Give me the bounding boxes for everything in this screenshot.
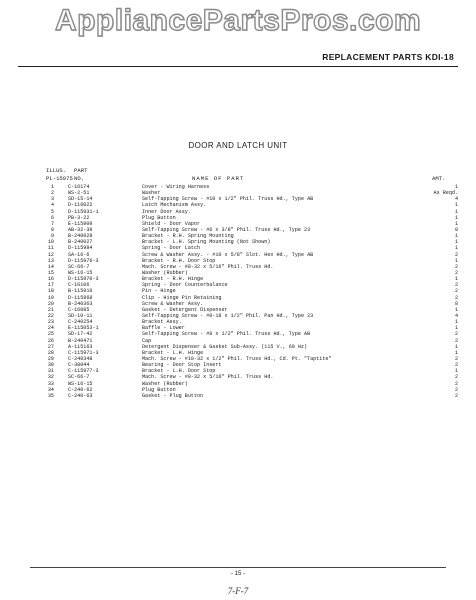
part-name: Washer (Rubber) (142, 380, 188, 387)
part-amount: 2 (454, 269, 458, 276)
part-name: Bracket - L.H. Spring Mounting (Not Shown) (142, 239, 271, 246)
illus-number: 7 (50, 220, 54, 227)
part-name: Plug Button (142, 214, 176, 221)
illus-number: 9 (50, 233, 54, 240)
part-number: D-115968 (68, 294, 93, 301)
part-name: Screw & Washer Assy. (142, 300, 204, 307)
part-amount: 1 (454, 343, 458, 350)
illus-number: 19 (47, 294, 54, 301)
column-header-part-no: NO. (74, 175, 85, 182)
part-number: D-115976-3 (68, 257, 99, 264)
part-number: SD-10-11 (68, 312, 93, 319)
page-header-reference: REPLACEMENT PARTS KDI-18 (322, 52, 454, 62)
part-number: C-115971-3 (68, 349, 99, 356)
part-number: B-240027 (68, 239, 93, 246)
part-amount: 2 (454, 392, 458, 399)
part-name: Bearing - Door Stop Insert (142, 362, 222, 369)
part-name: Baffle - Lower (142, 325, 185, 332)
part-amount: 2 (454, 374, 458, 381)
part-number: B-115910 (68, 288, 93, 295)
part-name: Inner Door Assy. (142, 208, 191, 215)
part-name: Mach. Screw - #8-32 x 5/16" Phil. Truss Hd. (142, 263, 274, 270)
part-name: Mach. Screw - #8-32 x 5/16" Phil. Truss Hd. (142, 374, 274, 381)
part-name: Spring - Door Latch (142, 245, 201, 252)
illus-number: 14 (47, 263, 54, 270)
part-amount: 1 (454, 220, 458, 227)
illus-number: 33 (47, 380, 54, 387)
column-header-part: PART (74, 167, 88, 174)
part-amount: 2 (454, 251, 458, 258)
part-name: Mach. Screw - #10-32 x 1/2" Phil. Truss Hd., Cd. Pt. "Taptite" (142, 355, 332, 362)
column-header-name: NAME OF PART (192, 175, 245, 182)
part-number: WS-16-15 (68, 269, 93, 276)
part-name: Bracket - R.H. Hinge (142, 276, 204, 283)
part-name: Bracket - R.H. Spring Mounting (142, 233, 234, 240)
part-amount: 1 (454, 233, 458, 240)
part-number: C-115977-3 (68, 368, 99, 375)
part-number: SC-66-7 (68, 374, 90, 381)
illus-number: 12 (47, 251, 54, 258)
part-name: Bracket Assy. (142, 319, 182, 326)
illus-number: 11 (47, 245, 54, 252)
part-name: Spring - Door Counterbalance (142, 282, 228, 289)
part-amount: As Reqd. (433, 190, 458, 197)
part-number: C-240254 (68, 319, 93, 326)
part-amount: 1 (454, 349, 458, 356)
illus-number: 32 (47, 374, 54, 381)
part-amount: 2 (454, 355, 458, 362)
illus-number: 2 (50, 190, 54, 197)
part-amount: 1 (454, 276, 458, 283)
part-name: Screw & Washer Assy. - #10 x 5/8" Slot. Hex Hd., Type AB (142, 251, 314, 258)
part-name: Washer (Rubber) (142, 269, 188, 276)
illus-number: 34 (47, 386, 54, 393)
part-name: Bracket - L.H. Door Stop (142, 368, 216, 375)
part-amount: 1 (454, 208, 458, 215)
part-number: C-16085 (68, 306, 90, 313)
illus-number: 4 (50, 202, 54, 209)
part-amount: 1 (454, 202, 458, 209)
part-number: A-115163 (68, 343, 93, 350)
part-amount: 2 (454, 282, 458, 289)
part-amount: 1 (454, 239, 458, 246)
part-number: D-116022 (68, 202, 93, 209)
part-number: AB-32-39 (68, 226, 93, 233)
part-name: Cap (142, 337, 152, 344)
illus-number: 30 (47, 362, 54, 369)
column-header-illus: ILLUS. (46, 167, 67, 174)
part-name: Pin - Hinge (142, 288, 176, 295)
part-amount: 1 (454, 325, 458, 332)
page-number: - 15 - (230, 571, 245, 577)
part-number: D-115931-1 (68, 208, 99, 215)
part-number: C-240348 (68, 355, 93, 362)
parts-table (40, 184, 460, 399)
part-amount: 1 (454, 257, 458, 264)
part-name: Self-Tapping Screw - #6 x 3/8" Phil. Truss Hd., Type 23 (142, 226, 311, 233)
watermark: AppliancePartsPros.com (54, 4, 422, 37)
part-number: SC-66-7 (68, 263, 90, 270)
part-number: C-16106 (68, 282, 90, 289)
illus-number: 22 (47, 312, 54, 319)
part-name: Washer (142, 190, 161, 197)
part-name: Shield - Door Vapor (142, 220, 201, 227)
column-header-plate: PL-15075 (46, 175, 73, 182)
illus-number: 26 (47, 337, 54, 344)
illus-number: 5 (50, 208, 54, 215)
illus-number: 29 (47, 355, 54, 362)
part-amount: 2 (454, 337, 458, 344)
page-code: 7-F-7 (227, 586, 249, 596)
part-name: Gasket - Detergent Dispenser (142, 306, 228, 313)
part-amount: 1 (454, 306, 458, 313)
part-amount: 1 (454, 214, 458, 221)
part-number: B-240471 (68, 337, 93, 344)
part-name: Self-Tapping Screw - #8 x 1/2" Phil. Truss Hd., Type AB (142, 331, 311, 338)
part-name: Latch Mechanism Assy. (142, 202, 207, 209)
part-amount: 1 (454, 319, 458, 326)
part-number: E-115053-1 (68, 325, 99, 332)
footer-divider (30, 567, 446, 568)
part-name: Clip - Hinge Pin Retaining (142, 294, 222, 301)
part-amount: 4 (454, 312, 458, 319)
part-name: Plug Button (142, 386, 176, 393)
part-number: C-240-62 (68, 386, 93, 393)
part-number: WS-2-51 (68, 190, 90, 197)
part-amount: 1 (454, 245, 458, 252)
part-amount: 8 (454, 300, 458, 307)
header-divider (18, 66, 458, 67)
part-number: SA-16-6 (68, 251, 90, 258)
illus-number: 28 (47, 349, 54, 356)
part-number: SD-15-14 (68, 196, 93, 203)
illus-number: 8 (50, 226, 54, 233)
part-number: C-16174 (68, 184, 90, 190)
part-amount: 2 (454, 294, 458, 301)
part-number: PB-3-22 (68, 214, 90, 221)
part-name: Bracket - L.H. Hinge (142, 349, 204, 356)
part-amount: 2 (454, 380, 458, 387)
part-number: C-240-63 (68, 392, 93, 399)
illus-number: 10 (47, 239, 54, 246)
part-number: D-115970-3 (68, 276, 99, 283)
part-name: Detergent Dispenser & Gasket Sub-Assy. (115 V., 60 Hz) (142, 343, 308, 350)
illus-number: 25 (47, 331, 54, 338)
part-name: Bracket - R.H. Door Stop (142, 257, 216, 264)
illus-number: 6 (50, 214, 54, 221)
part-name: Self-Tapping Screw - #8-18 x 1/2" Phil. Pan Hd., Type 23 (142, 312, 314, 319)
illus-number: 15 (47, 269, 54, 276)
part-amount: 1 (454, 184, 458, 190)
part-number: C-38044 (68, 362, 90, 369)
illus-number: 24 (47, 325, 54, 332)
part-number: B-240028 (68, 233, 93, 240)
part-amount: 2 (454, 263, 458, 270)
illus-number: 21 (47, 306, 54, 313)
illus-number: 23 (47, 319, 54, 326)
illus-number: 13 (47, 257, 54, 264)
part-amount: 4 (454, 196, 458, 203)
part-number: SD-17-42 (68, 331, 93, 338)
part-name: Gasket - Plug Button (142, 392, 204, 399)
part-number: WS-16-15 (68, 380, 93, 387)
section-title: DOOR AND LATCH UNIT (188, 141, 288, 150)
part-name: Self-Tapping Screw - #10 x 1/2" Phil. Truss Hd., Type AB (142, 196, 314, 203)
illus-number: 18 (47, 288, 54, 295)
part-amount: 2 (454, 288, 458, 295)
part-amount: 1 (454, 368, 458, 375)
illus-number: 1 (50, 184, 54, 190)
part-name: Cover - Wiring Harness (142, 184, 210, 190)
part-amount: 2 (454, 331, 458, 338)
illus-number: 16 (47, 276, 54, 283)
part-number: D-115984 (68, 245, 93, 252)
table-row (40, 393, 460, 399)
illus-number: 31 (47, 368, 54, 375)
part-number: E-115909 (68, 220, 93, 227)
column-header-amount: AMT. (432, 175, 446, 182)
illus-number: 17 (47, 282, 54, 289)
part-amount: 2 (454, 362, 458, 369)
part-amount: 2 (454, 386, 458, 393)
illus-number: 27 (47, 343, 54, 350)
part-number: B-240363 (68, 300, 93, 307)
part-amount: 8 (454, 226, 458, 233)
illus-number: 20 (47, 300, 54, 307)
illus-number: 3 (50, 196, 54, 203)
illus-number: 35 (47, 392, 54, 399)
